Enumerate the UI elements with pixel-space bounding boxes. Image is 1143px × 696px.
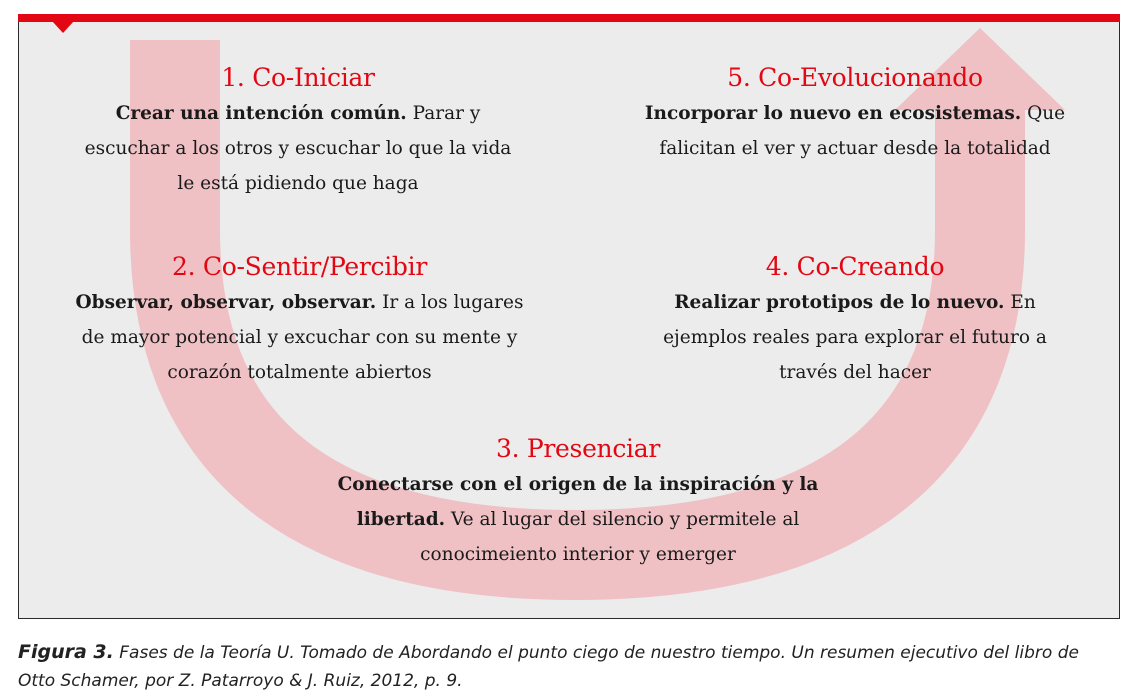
phase-4: [635, 252, 1075, 390]
phase-5-text: Incorporar lo nuevo en ecosistemas. Que falicitan el ver y actuar desde la totalidad: [644, 103, 1066, 159]
figure-caption: [18, 638, 1118, 695]
phase-1-text: Crear una intención común. Parar y escuchar a los otros y escuchar lo que la vida le está pidiendo que haga: [84, 103, 512, 194]
top-notch-marker: [52, 21, 74, 33]
figure-caption-text: Fases de la Teoría U. Tomado de Abordando el punto ciego de nuestro tiempo. Un resumen ejecutivo del libro de Otto Schamer, por Z. Patarroyo & J. Ruiz, 2012, p. 9.: [18, 643, 1079, 691]
phase-3-title: 3. Presenciar: [495, 434, 661, 463]
phase-2-text: Observar, observar, observar. Ir a los lugares de mayor potencial y excuchar con su mente y corazón totalmente abiertos: [75, 292, 524, 383]
phase-1: [78, 63, 518, 201]
phase-4-text: Realizar prototipos de lo nuevo. En ejemplos reales para explorar el futuro a través del hacer: [663, 292, 1047, 383]
phase-3-text: Conectarse con el origen de la inspiración y la libertad. Ve al lugar del silencio y permitele al conocimeiento interior y emerger: [337, 474, 819, 565]
phase-2-title: 2. Co-Sentir/Percibir: [172, 252, 427, 281]
phase-5-title: 5. Co-Evolucionando: [727, 63, 983, 92]
phase-3: [335, 434, 821, 572]
phase-2: [72, 252, 527, 390]
phase-4-title: 4. Co-Creando: [765, 252, 945, 281]
phase-1-title: 1. Co-Iniciar: [221, 63, 375, 92]
phase-5: [640, 63, 1070, 166]
figure-label: Figura 3.: [18, 641, 114, 663]
top-accent-bar: [18, 14, 1120, 22]
